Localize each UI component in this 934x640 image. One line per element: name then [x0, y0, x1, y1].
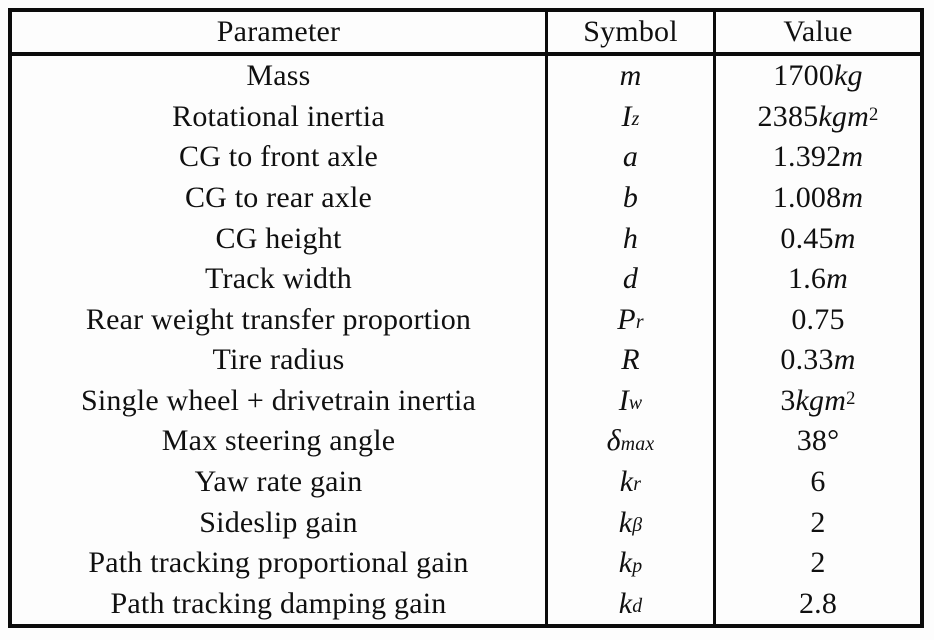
symbol-base: k: [618, 546, 633, 580]
parameter-cell: Max steering angle: [161, 424, 396, 458]
value-cell: 3 kgm $^2$: [713, 381, 920, 422]
parameter-cell: Mass: [246, 59, 311, 93]
symbol-cell: I $_z$: [545, 97, 713, 138]
table-row: [12, 218, 920, 259]
value-cell: [713, 218, 920, 259]
value-unit: kg: [834, 59, 863, 93]
symbol-base: h: [622, 221, 639, 255]
value-number: 0.75: [791, 302, 845, 336]
column-header-parameter: Parameter: [216, 15, 341, 48]
value-number: 1.392: [772, 140, 842, 174]
symbol-cell: k $_p$: [545, 543, 713, 584]
value-cell: [713, 299, 920, 340]
symbol-base: I: [618, 383, 629, 417]
value-number: 3: [780, 383, 796, 417]
value-cell: [713, 178, 920, 219]
table-row: [12, 340, 920, 381]
value-cell: [713, 259, 920, 300]
value-number: 2385: [757, 99, 819, 133]
value-unit: m: [833, 221, 856, 255]
table-row: [12, 259, 920, 300]
value-cell: [713, 543, 920, 584]
vehicle-parameters-table: [8, 8, 924, 628]
table-row: [12, 502, 920, 543]
column-header-symbol: Symbol: [545, 12, 713, 52]
symbol-cell: I $_w$: [545, 381, 713, 422]
value-number: 0.33: [780, 343, 834, 377]
value-number: 0.45: [780, 221, 834, 255]
symbol-cell: k $_r$: [545, 462, 713, 503]
value-cell: [713, 462, 920, 503]
value-number: 2.8: [798, 586, 838, 620]
table-row: [12, 421, 920, 462]
parameter-cell: CG to rear axle: [184, 181, 373, 215]
value-number: 2: [810, 546, 826, 580]
symbol-base: k: [619, 465, 634, 499]
symbol-base: b: [622, 181, 639, 215]
symbol-base: δ: [606, 424, 621, 458]
symbol-base: I: [621, 99, 632, 133]
value-unit: kgm: [818, 99, 869, 133]
parameter-cell: Track width: [205, 262, 352, 296]
parameter-cell: Tire radius: [212, 343, 345, 377]
value-cell: [713, 421, 920, 462]
table-row: [12, 543, 920, 584]
symbol-cell: [545, 56, 713, 97]
parameter-cell: Path tracking damping gain: [110, 586, 447, 620]
value-number: 2: [810, 505, 826, 539]
symbol-cell: [545, 178, 713, 219]
symbol-cell: [545, 340, 713, 381]
value-number: 6: [810, 465, 826, 499]
value-number: 1.6: [788, 262, 827, 296]
value-cell: [713, 137, 920, 178]
value-unit: m: [826, 262, 848, 296]
table-body: [12, 56, 920, 624]
parameter-cell: CG to front axle: [179, 140, 378, 174]
table-row: [12, 97, 920, 138]
symbol-base: R: [621, 343, 640, 377]
value-unit: m: [841, 181, 864, 215]
parameter-cell: CG height: [215, 221, 342, 255]
table-row: [12, 299, 920, 340]
parameter-cell: Path tracking proportional gain: [88, 546, 469, 580]
column-header-value: Value: [713, 12, 920, 52]
parameter-cell: Yaw rate gain: [194, 465, 363, 499]
value-unit: kgm: [795, 383, 847, 417]
value-unit: m: [833, 343, 856, 377]
parameter-cell: Sideslip gain: [199, 505, 358, 539]
symbol-cell: k $_d$: [545, 584, 713, 625]
value-cell: [713, 56, 920, 97]
symbol-cell: P $_r$: [545, 299, 713, 340]
symbol-cell: [545, 137, 713, 178]
table-row: [12, 584, 920, 625]
parameter-cell: Rear weight transfer proportion: [85, 302, 472, 336]
table-header-row: [12, 12, 920, 56]
symbol-base: k: [618, 505, 633, 539]
symbol-base: P: [617, 302, 636, 336]
symbol-cell: δ $_{max}$: [545, 421, 713, 462]
parameter-cell: Rotational inertia: [172, 99, 385, 133]
value-cell: 2385 kgm $^2$: [713, 97, 920, 138]
table-row: [12, 462, 920, 503]
parameter-cell: Single wheel + drivetrain inertia: [80, 383, 477, 417]
value-number: 1700: [773, 59, 835, 93]
value-cell: [713, 584, 920, 625]
value-number: 38°: [796, 424, 840, 458]
value-cell: [713, 340, 920, 381]
value-unit: m: [841, 140, 864, 174]
table-row: [12, 178, 920, 219]
table-row: [12, 56, 920, 97]
symbol-base: d: [622, 262, 639, 296]
table-row: [12, 137, 920, 178]
table-row: [12, 381, 920, 422]
value-number: 1.008: [772, 181, 842, 215]
symbol-base: a: [622, 140, 639, 174]
symbol-cell: [545, 259, 713, 300]
symbol-base: k: [618, 586, 633, 620]
symbol-cell: [545, 218, 713, 259]
symbol-cell: k $_\beta$: [545, 502, 713, 543]
value-cell: [713, 502, 920, 543]
symbol-base: m: [619, 59, 642, 93]
